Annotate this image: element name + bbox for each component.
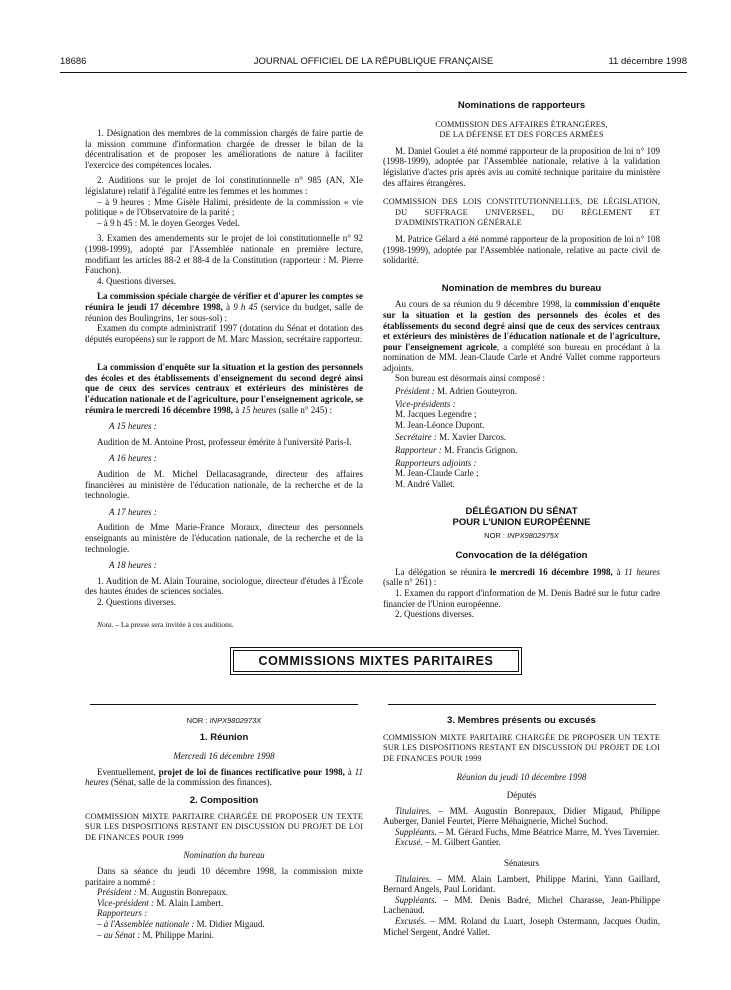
page-header	[60, 56, 687, 70]
bureau-member: M. Jacques Legendre ;	[395, 409, 477, 420]
delegation-title: DÉLÉGATION DU SÉNAT	[465, 506, 578, 518]
section-title: 1. Réunion	[199, 731, 249, 743]
time-slot: A 16 heures :	[109, 453, 157, 464]
left-column-top	[85, 128, 363, 630]
meeting-date: Mercredi 16 décembre 1998	[173, 751, 275, 762]
section-title: Nomination de membres du bureau	[441, 282, 602, 294]
nor-reference: NOR : INPX9802975X	[484, 530, 559, 540]
audition-item: Audition de M. Antoine Prost, professeur émérite à l'université Paris-I.	[97, 436, 352, 447]
audition-item: 2. Questions diverses.	[97, 596, 176, 607]
agenda-sub-item: – à 9 h 45 : M. le doyen Georges Vedel.	[97, 217, 240, 228]
meeting-text: Eventuellement, projet de loi de finances rectificative pour 1998, à 11 heures (Sénat, salle de la commission des finances).	[85, 766, 363, 788]
commission-name: COMMISSION MIXTE PARITAIRE CHARGÉE DE PROPOSER UN TEXTE SUR LES DISPOSITIONS RESTANT EN DISCUSSION DU PROJET DE LOI DE FINANCES POUR 1999	[383, 732, 660, 763]
nomination-text: M. Patrice Gélard a été nommé rapporteur de la proposition de loi n° 108 (1998-1999), adoptée par l'Assemblée nationale, relative au pacte civil de solidarité.	[383, 233, 660, 266]
left-column-bottom	[85, 716, 363, 940]
bureau-role: Rapporteurs :	[97, 908, 148, 919]
group-heading: Députés	[506, 789, 537, 800]
separator-rule	[90, 704, 358, 705]
commission-name: COMMISSION DES AFFAIRES ÉTRANGÈRES,	[435, 119, 608, 129]
examen-compte: Examen du compte administratif 1997 (dotation du Sénat et dotation des députés européens) sur le rapport de M. Marc Massion, secrétaire rapporteur.	[85, 323, 363, 344]
right-column-top	[383, 101, 660, 620]
section-title: Nominations de rapporteurs	[457, 100, 586, 111]
commission-name: COMMISSION MIXTE PARITAIRE CHARGÉE DE PROPOSER UN TEXTE SUR LES DISPOSITIONS RESTANT EN DISCUSSION DU PROJET DE LOI DE FINANCES POUR 1999	[85, 811, 363, 842]
subsection-title: Nomination du bureau	[183, 850, 265, 861]
member-list: Excusés. – MM. Roland du Luart, Joseph Ostermann, Jacques Oudin, Michel Sergent, André Vallet.	[383, 915, 660, 937]
time-slot: A 18 heures :	[109, 560, 157, 571]
member-list: Titulaires. – MM. Alain Lambert, Philippe Marini, Yann Gaillard, Bernard Angels, Paul Loridant.	[383, 873, 660, 895]
bureau-member: Secrétaire : M. Xavier Darcos.	[395, 432, 507, 443]
section-box-title: COMMISSIONS MIXTES PARITAIRES	[233, 650, 519, 672]
bureau-member: Président : M. Adrien Gouteyron.	[395, 386, 517, 397]
nor-reference: NOR : INPX9802973X	[186, 716, 262, 725]
bureau-member: Rapporteur : M. Francis Grignon.	[395, 445, 518, 456]
member-list: Titulaires. – MM. Augustin Bonrepaux, Didier Migaud, Philippe Auberger, Daniel Feurtet, Pierre Méhaignerie, Michel Suchod.	[383, 805, 660, 827]
section-title: Convocation de la délégation	[455, 550, 588, 562]
bureau-member: M. Jean-Claude Carle ;	[395, 468, 479, 479]
commission-speciale-notice: La commission spéciale chargée de vérifier et d'apurer les comptes se réunira le jeudi 17 décembre 1998, à 9 h 45 (service du budget, salle de réunion des Boulingrins, 1er sous-sol) :	[85, 291, 364, 323]
bureau-member: – à l'Assemblée nationale : M. Didier Migaud.	[97, 918, 265, 929]
bureau-text: Dans sa séance du jeudi 10 décembre 1998, la commission mixte paritaire a nommé :	[85, 865, 363, 887]
commission-name: COMMISSION DES LOIS CONSTITUTIONNELLES, DE LÉGISLATION, DU SUFFRAGE UNIVERSEL, DU RÈGLEMENT ET D'ADMINISTRATION GÉNÉRALE	[383, 197, 660, 228]
commission-enquete-notice: La commission d'enquête sur la situation et la gestion des personnels des écoles et des établissements d'enseignement du second degré ainsi que de ceux des services centraux et extérieurs des ministères de l'éducation nationale et de l'agriculture, pour l'enseignement agricole, se réunira le mercredi 16 décembre 1998, à 15 heures (salle n° 245) :	[85, 362, 363, 415]
time-slot: A 17 heures :	[109, 506, 157, 517]
bureau-member: Vice-président : M. Alain Lambert.	[97, 897, 224, 908]
header-rule	[60, 72, 687, 73]
page-number: 18686	[60, 56, 87, 67]
bureau-member: – au Sénat : M. Philippe Marini.	[97, 929, 214, 940]
audition-item: Audition de M. Michel Dellacasagrande, directeur des affaires financières au ministère de l'éducation nationale, de la recherche et de la technologie.	[85, 469, 363, 501]
agenda-item-2: 2. Auditions sur le projet de loi constitutionnelle n° 985 (AN, XIe législature) relatif à l'égalité entre les femmes et les hommes :	[85, 175, 363, 196]
convocation-item: 2. Questions diverses.	[395, 609, 474, 620]
meeting-date: Réunion du jeudi 10 décembre 1998	[456, 772, 587, 783]
bureau-role: Vice-présidents :	[395, 398, 456, 409]
section-title: 3. Membres présents ou excusés	[447, 715, 596, 726]
bureau-member: M. Jean-Léonce Dupont.	[395, 419, 485, 430]
time-slot: A 15 heures :	[109, 421, 157, 432]
agenda-sub-item: – à 9 heures : Mme Gisèle Halimi, présidente de la commission « vie politique » de l'Observatoire de la parité ;	[85, 196, 363, 218]
journal-title: JOURNAL OFFICIEL DE LA RÉPUBLIQUE FRANÇAISE	[253, 56, 494, 67]
bureau-member: Président : M. Augustin Bonrepaux.	[97, 887, 228, 898]
separator-rule	[388, 704, 656, 705]
delegation-title: POUR L'UNION EUROPÉENNE	[452, 517, 591, 528]
agenda-item-3: 3. Examen des amendements sur le projet de loi constitutionnelle n° 92 (1998-1999), adopté par l'Assemblée nationale en première lecture, modifiant les articles 88-2 et 88-4 de la Constitution (rapporteur : M. Pierre Fauchon).	[85, 233, 363, 276]
section-box	[230, 647, 522, 675]
nomination-text: M. Daniel Goulet a été nommé rapporteur de la proposition de loi n° 109 (1998-1999), adoptée par l'Assemblée nationale, relative à la validation législative d'actes pris après avis au comité technique paritaire du ministère des affaires étrangères.	[383, 145, 660, 188]
audition-item: Audition de Mme Marie-France Moraux, directeur des personnels enseignants au ministère de l'éducation nationale, de la recherche et de la technologie.	[85, 522, 363, 554]
agenda-item-1: 1. Désignation des membres de la commission chargés de faire partie de la mission commune d'information chargée de dresser le bilan de la décentralisation et de proposer les améliorations de nature à faciliter l'exercice des compétences locales.	[85, 128, 363, 170]
nota: Nota. – La presse sera invitée à ces auditions.	[97, 619, 234, 629]
audition-item: 1. Audition de M. Alain Touraine, sociologue, directeur d'études à l'École des hautes études de sciences sociales.	[85, 575, 363, 597]
section-title: 2. Composition	[189, 794, 259, 806]
member-list: Excusé. – M. Gilbert Gantier.	[395, 837, 501, 848]
bureau-role: Rapporteurs adjoints :	[395, 457, 477, 468]
bureau-member: M. André Vallet.	[395, 478, 455, 489]
bureau-text: Au cours de sa réunion du 9 décembre 1998, la commission d'enquête sur la situation et la gestion des personnels des écoles et des établissements du second degré ainsi que de ceux des services centraux et extérieurs des ministères de l'éducation nationale et de l'agriculture, pour l'enseignement agricole, a complété son bureau en procédant à la nomination de MM. Jean-Claude Carle et André Vallet comme rapporteurs adjoints.	[383, 299, 660, 373]
convocation-item: 1. Examen du rapport d'information de M. Denis Badré sur le futur cadre financier de l'Union européenne.	[383, 587, 660, 609]
bureau-text: Son bureau est désormais ainsi composé :	[395, 373, 545, 384]
member-list: Suppléants. – MM. Denis Badré, Michel Charasse, Jean-Philippe Lachenaud.	[383, 894, 660, 916]
right-column-bottom	[383, 716, 660, 937]
commission-name: DE LA DÉFENSE ET DES FORCES ARMÉES	[439, 130, 604, 140]
member-list: Suppléants. – M. Gérard Fuchs, Mme Béatrice Marre, M. Yves Tavernier.	[395, 826, 660, 837]
convocation-text: La délégation se réunira le mercredi 16 décembre 1998, à 11 heures (salle n° 261) :	[383, 566, 660, 588]
issue-date: 11 décembre 1998	[608, 56, 687, 67]
group-heading: Sénateurs	[504, 857, 539, 868]
agenda-item-4: 4. Questions diverses.	[97, 275, 176, 286]
